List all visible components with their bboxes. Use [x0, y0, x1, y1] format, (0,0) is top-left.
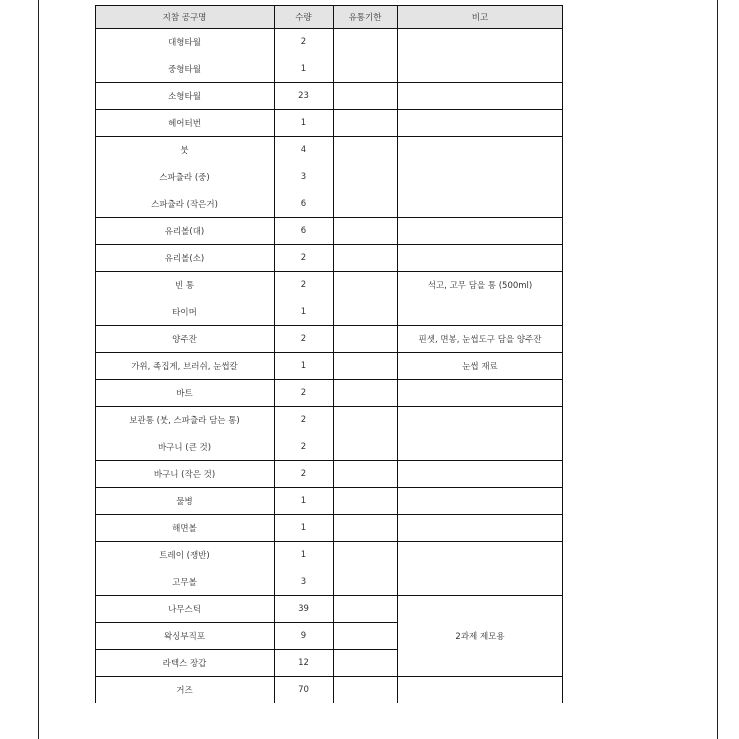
item-name: 나무스틱 [168, 604, 201, 615]
item-name: 유리볼(대) [164, 226, 205, 237]
item-qty: 1 [300, 306, 307, 317]
item-name: 바구니 (작은 것) [153, 469, 216, 480]
item-name: 가위, 족집게, 브러쉬, 눈썹칼 [131, 361, 238, 372]
item-name: 중형타월 [168, 64, 201, 75]
item-name: 고무볼 [172, 577, 197, 588]
item-name: 스파츌라 (중) [159, 172, 210, 183]
item-qty: 3 [300, 576, 307, 587]
item-qty: 2 [300, 387, 307, 398]
item-name: 왁싱부직포 [163, 631, 206, 642]
item-note: 핀셋, 면봉, 눈썹도구 담을 양주잔 [418, 334, 542, 345]
column-border [274, 5, 275, 703]
item-qty: 1 [300, 117, 307, 128]
item-name: 물병 [176, 496, 193, 507]
column-border [397, 5, 398, 703]
item-note: 석고, 고무 담을 통 (500ml) [427, 280, 533, 291]
header-note: 비고 [397, 5, 563, 28]
item-qty: 1 [300, 63, 307, 74]
item-note: 눈썹 재료 [462, 361, 498, 372]
item-name: 보관통 (붓, 스파츌라 담는 통) [129, 415, 240, 426]
item-qty: 4 [300, 144, 307, 155]
item-name: 거즈 [176, 685, 193, 696]
header-name: 지참 공구명 [95, 5, 274, 28]
item-qty: 2 [300, 279, 307, 290]
item-name: 바구니 (큰 것) [157, 442, 212, 453]
item-name: 스파츌라 (작은거) [151, 199, 218, 210]
item-name: 유리볼(소) [164, 253, 205, 264]
item-name: 바트 [176, 388, 193, 399]
item-qty: 2 [300, 468, 307, 479]
item-qty: 39 [298, 603, 309, 614]
item-name: 트레이 (쟁반) [159, 550, 210, 561]
table-top-border [95, 5, 563, 6]
item-name: 양주잔 [172, 334, 197, 345]
item-qty: 70 [298, 684, 309, 695]
item-qty: 6 [300, 225, 307, 236]
item-qty: 2 [300, 441, 307, 452]
item-qty: 23 [298, 90, 309, 101]
page-left-edge [38, 0, 39, 739]
column-border [333, 5, 334, 703]
item-qty: 3 [300, 171, 307, 182]
item-name: 빈 통 [174, 280, 195, 291]
header-qty: 수량 [274, 5, 333, 28]
item-note: 2과제 제모용 [455, 631, 505, 642]
item-name: 대형타월 [168, 37, 201, 48]
item-qty: 1 [300, 522, 307, 533]
header-expiry: 유통기한 [333, 5, 397, 28]
item-qty: 6 [300, 198, 307, 209]
item-qty: 1 [300, 495, 307, 506]
item-qty: 9 [300, 630, 307, 641]
item-qty: 12 [298, 657, 309, 668]
item-name: 타이머 [172, 307, 197, 318]
item-name: 헤어터번 [168, 118, 201, 129]
column-border [562, 5, 563, 703]
item-qty: 1 [300, 360, 307, 371]
item-qty: 2 [300, 36, 307, 47]
item-qty: 2 [300, 414, 307, 425]
item-name: 해면볼 [172, 523, 197, 534]
page-right-edge [717, 0, 718, 739]
item-qty: 2 [300, 252, 307, 263]
item-qty: 1 [300, 549, 307, 560]
item-name: 라텍스 장갑 [162, 658, 207, 669]
tool-list-table [95, 5, 563, 706]
item-name: 소형타월 [168, 91, 201, 102]
item-qty: 2 [300, 333, 307, 344]
item-name: 붓 [180, 145, 189, 156]
column-border [95, 5, 96, 703]
